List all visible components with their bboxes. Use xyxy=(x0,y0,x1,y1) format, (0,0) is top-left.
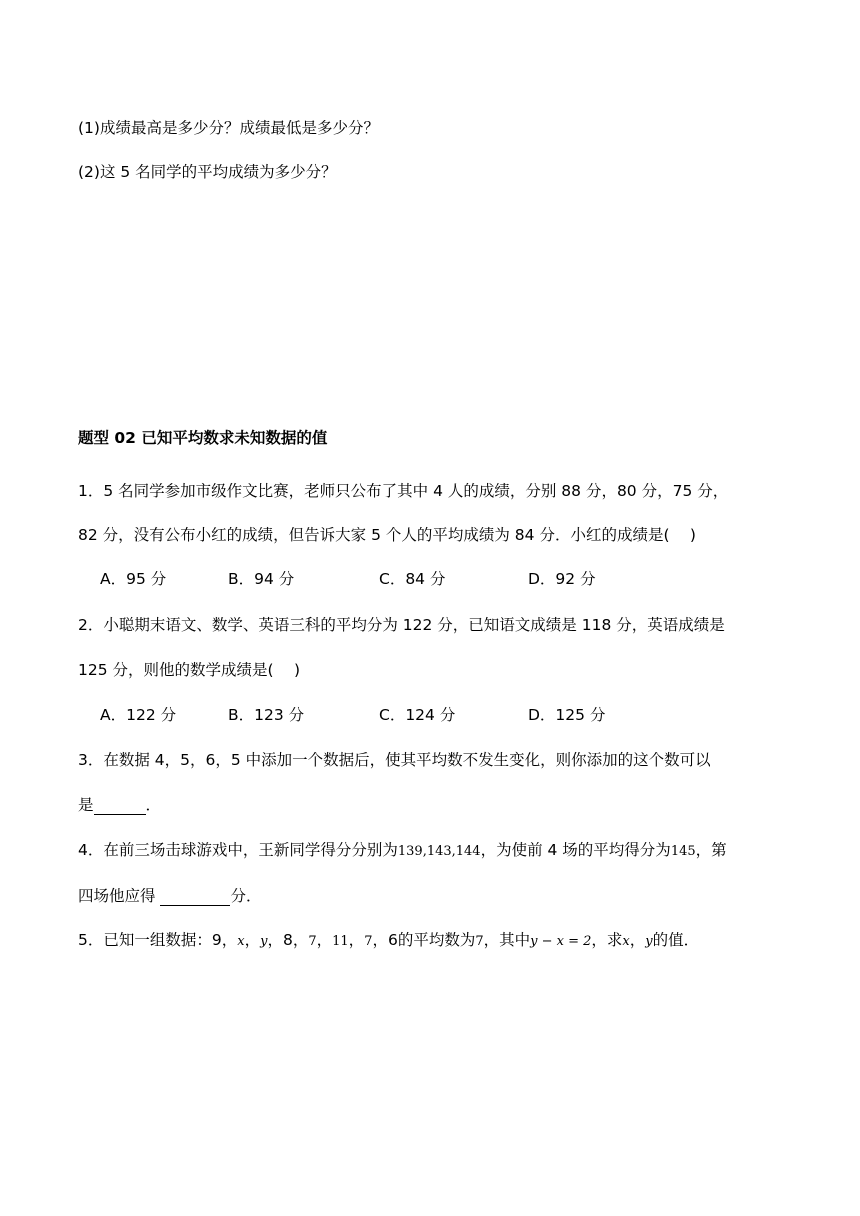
problem-2-option-a: A．122 分 xyxy=(100,706,177,724)
var-x: x xyxy=(237,934,245,949)
problem-2-line-2: 125 分，则他的数学成绩是( ) xyxy=(78,661,301,679)
separator: ，6的平均数为 xyxy=(372,931,476,949)
problem-3-line-1: 3．在数据 4，5，6，5 中添加一个数据后，使其平均数不发生变化，则你添加的这个数可以 xyxy=(78,751,711,769)
problem-1-option-c: C．84 分 xyxy=(379,570,446,588)
problem-5-line xyxy=(78,930,699,952)
problem-1-line-1: 1．5 名同学参加市级作文比赛，老师只公布了其中 4 人的成绩，分别 88 分，80 分，75 分， xyxy=(78,482,729,500)
separator: ， xyxy=(629,931,646,949)
problem-4-average: 145 xyxy=(670,844,696,859)
section-title: 题型 02 已知平均数求未知数据的值 xyxy=(78,429,328,447)
problem-4-line-2-pre: 四场他应得 xyxy=(78,887,161,905)
problem-5-post: 的值． xyxy=(652,931,700,949)
answer-blank[interactable] xyxy=(160,889,230,906)
problem-1-line-2: 82 分，没有公布小红的成绩，但告诉大家 5 个人的平均成绩为 84 分．小红的成绩是( ) xyxy=(78,526,696,544)
separator: ， xyxy=(244,931,261,949)
problem-4-text-post: ，第 xyxy=(695,841,727,859)
var-y: y xyxy=(645,934,653,949)
problem-2-option-c: C．124 分 xyxy=(379,706,456,724)
problem-5-mid-2: ，求 xyxy=(591,931,623,949)
separator: ， xyxy=(348,931,365,949)
value-7: 7 xyxy=(364,934,373,949)
intro-question-1: (1)成绩最高是多少分？成绩最低是多少分？ xyxy=(78,119,379,137)
problem-4-scores: 139,143,144 xyxy=(397,844,481,859)
var-x: x xyxy=(622,934,630,949)
problem-4-text-mid: ，为使前 4 场的平均得分为 xyxy=(480,841,671,859)
problem-1-option-a: A．95 分 xyxy=(100,570,167,588)
problem-2-option-d: D．125 分 xyxy=(528,706,606,724)
mean-value: 7 xyxy=(475,934,484,949)
intro-question-2: (2)这 5 名同学的平均成绩为多少分？ xyxy=(78,163,337,181)
problem-1-option-b: B．94 分 xyxy=(228,570,295,588)
problem-3-prefix: 是 xyxy=(78,796,94,814)
problem-4-text-pre: 4．在前三场击球游戏中，王新同学得分分别为 xyxy=(78,841,398,859)
problem-5-mid: ，其中 xyxy=(483,931,531,949)
problem-3-line-2 xyxy=(78,795,161,815)
value-7: 7 xyxy=(308,934,317,949)
answer-blank[interactable] xyxy=(94,798,146,815)
problem-2-line-1: 2．小聪期末语文、数学、英语三科的平均分为 122 分，已知语文成绩是 118 分，英语成绩是 xyxy=(78,616,725,634)
equation: y − x = 2 xyxy=(530,934,592,949)
separator: ， xyxy=(316,931,333,949)
separator: ，8， xyxy=(267,931,309,949)
value-11: 11 xyxy=(332,934,349,949)
var-y: y xyxy=(260,934,268,949)
problem-4-line-2-post: 分． xyxy=(230,887,262,905)
problem-2-option-b: B．123 分 xyxy=(228,706,305,724)
problem-4-line-2 xyxy=(78,886,261,906)
problem-3-suffix: ． xyxy=(145,796,162,814)
problem-5-pre: 5．已知一组数据：9， xyxy=(78,931,238,949)
problem-1-option-d: D．92 分 xyxy=(528,570,596,588)
problem-4-line-1 xyxy=(78,840,727,862)
